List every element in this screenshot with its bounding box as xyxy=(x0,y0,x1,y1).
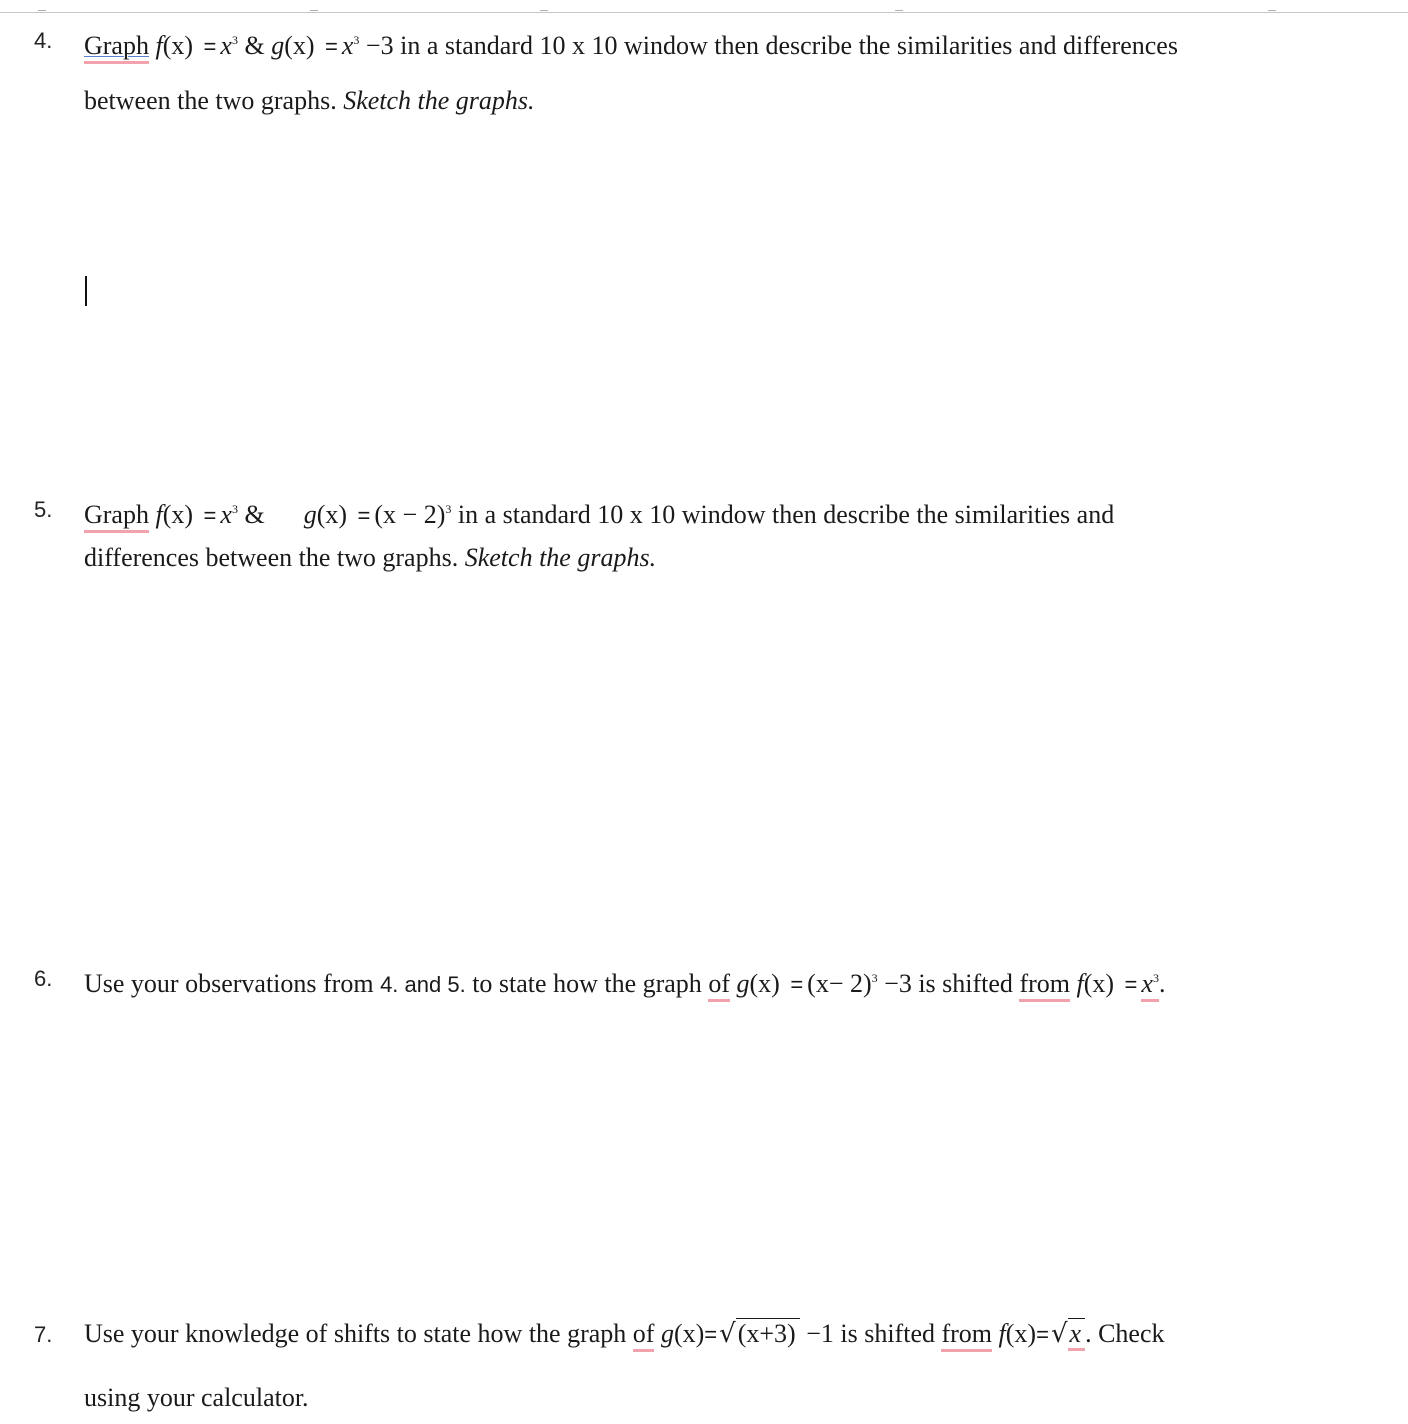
f-name: f xyxy=(1076,969,1084,998)
shifted-text: is shifted xyxy=(918,969,1013,998)
cube-exponent: 3 xyxy=(871,971,878,985)
equals-sign: = xyxy=(203,34,217,59)
g-name: g xyxy=(271,31,285,60)
from-word[interactable]: from xyxy=(941,1319,992,1352)
minus-three: −3 xyxy=(365,31,394,60)
cube-exponent: 3 xyxy=(231,33,238,47)
check-word: Check xyxy=(1098,1319,1165,1348)
period: . xyxy=(1158,969,1166,998)
g-name: g xyxy=(303,500,317,529)
ruler-tick xyxy=(310,0,318,11)
minus-three: −3 xyxy=(884,969,912,998)
from-word[interactable]: from xyxy=(1019,969,1070,1002)
sqrt-icon: √ xyxy=(1050,1319,1068,1349)
period: . xyxy=(1085,1319,1092,1348)
radicand-g: (x+3) xyxy=(736,1318,800,1348)
f-arg: (x) xyxy=(1005,1319,1037,1348)
x-base: x xyxy=(341,31,354,60)
of-word[interactable]: of xyxy=(633,1319,655,1352)
sketch-instruction: Sketch the graphs. xyxy=(343,86,535,115)
graph-word[interactable]: Graph xyxy=(84,500,149,533)
g-arg: (x) xyxy=(673,1319,705,1348)
question-6-number: 6. xyxy=(34,966,53,991)
question-4-line-2-text: between the two graphs. xyxy=(84,86,337,115)
equals-sign: = xyxy=(203,503,217,528)
f-arg: (x) xyxy=(162,31,194,60)
cube-exponent: 3 xyxy=(1152,971,1159,985)
question-7-number: 7. xyxy=(34,1322,53,1347)
question-5-number: 5. xyxy=(34,497,53,522)
f-arg: (x) xyxy=(162,500,194,529)
question-5-rest: in a standard 10 x 10 window then describe the similarities and xyxy=(457,500,1115,529)
question-6-line-1 xyxy=(84,962,1165,1001)
square-root-f xyxy=(1049,1318,1085,1350)
sqrt-icon: √ xyxy=(719,1319,736,1349)
question-4-line-1 xyxy=(84,24,1178,63)
equals-sign: = xyxy=(704,1322,718,1347)
question-6-mid: to state how the graph xyxy=(472,969,702,998)
radicand-f: x xyxy=(1068,1318,1086,1351)
equals-sign: = xyxy=(790,972,804,997)
ruler-tick xyxy=(38,0,46,11)
shifted-text: is shifted xyxy=(840,1319,935,1348)
question-6-intro: Use your observations from xyxy=(84,969,374,998)
f-name: f xyxy=(998,1319,1006,1348)
equals-sign: = xyxy=(357,503,371,528)
g-expression: (x − 2) xyxy=(374,500,446,529)
ampersand: & xyxy=(244,31,265,60)
g-expression: (x− 2) xyxy=(807,969,872,998)
page-top-edge xyxy=(0,12,1408,13)
equals-sign: = xyxy=(1036,1322,1049,1347)
question-5-line-2-text: differences between the two graphs. xyxy=(84,543,459,572)
text-cursor xyxy=(85,276,87,306)
graph-word[interactable]: Graph xyxy=(84,31,149,64)
ruler-tick xyxy=(1268,0,1276,11)
cube-exponent: 3 xyxy=(445,502,452,516)
ampersand: & xyxy=(244,500,265,529)
equals-sign: = xyxy=(1124,972,1138,997)
g-arg: (x) xyxy=(284,31,315,60)
f-name: f xyxy=(155,31,163,60)
question-reference: 4. and 5. xyxy=(380,972,466,997)
question-7-line-1 xyxy=(84,1318,1165,1351)
of-word[interactable]: of xyxy=(708,969,730,1002)
equals-sign: = xyxy=(325,34,338,59)
x-base: x xyxy=(220,500,232,529)
g-name: g xyxy=(660,1319,674,1348)
question-7-intro: Use your knowledge of shifts to state how the graph xyxy=(84,1319,627,1348)
g-name: g xyxy=(736,969,750,998)
cube-exponent: 3 xyxy=(231,502,238,516)
question-4-rest: in a standard 10 x 10 window then describe the similarities and differences xyxy=(400,31,1178,60)
x-base: x xyxy=(220,31,232,60)
g-arg: (x) xyxy=(316,500,348,529)
question-5-line-2 xyxy=(84,542,656,574)
sketch-instruction: Sketch the graphs. xyxy=(464,543,657,572)
f-name: f xyxy=(155,500,163,529)
g-arg: (x) xyxy=(749,969,780,998)
square-root-g xyxy=(717,1318,800,1350)
f-arg: (x) xyxy=(1083,969,1115,998)
minus-one: −1 xyxy=(806,1319,834,1348)
question-7-line-2: using your calculator. xyxy=(84,1383,309,1412)
question-4-line-2 xyxy=(84,85,535,117)
cube-exponent: 3 xyxy=(353,33,360,47)
question-5-line-1 xyxy=(84,493,1114,532)
ruler-tick xyxy=(540,0,548,11)
x-base: x xyxy=(1141,969,1153,998)
question-4-number: 4. xyxy=(34,28,53,53)
ruler-tick xyxy=(895,0,903,11)
